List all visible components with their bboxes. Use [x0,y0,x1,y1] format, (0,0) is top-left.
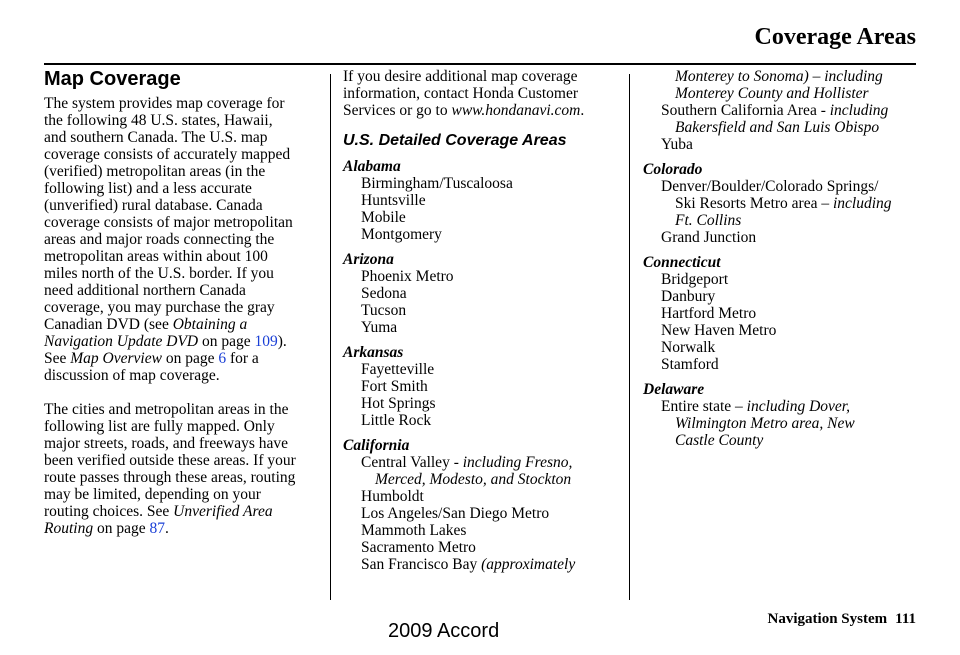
text-run: on page [198,333,255,350]
text-run: Central Valley - [361,454,463,471]
page-number: 111 [895,611,916,627]
text-run-italic: Monterey to Sonoma) – including [675,68,883,85]
city-item: Los Angeles/San Diego Metro [361,505,550,522]
text-line: the following 48 U.S. states, Hawaii, [44,112,273,129]
city-item: Danbury [661,288,716,305]
city-item: Phoenix Metro [361,268,454,285]
text-run: on page [161,350,219,367]
text-line [44,520,319,537]
state-connecticut: Connecticut [643,254,721,271]
text-run: on page [93,520,150,537]
text-line: following list) and a less accurate [44,180,252,197]
text-line [44,316,319,333]
section-heading: Map Coverage [44,68,181,90]
text-line: following list are fully mapped. Only [44,418,275,435]
city-item: Birmingham/Tuscaloosa [361,175,513,192]
city-item-continuation [643,68,923,85]
text-line: major streets, roads, and freeways have [44,435,289,452]
text-line: coverage consists of accurately mapped [44,146,291,163]
text-run-italic: including [832,195,892,212]
city-item: Stamford [661,356,719,373]
text-line: been verified outside these areas. If your [44,452,296,469]
state-arkansas: Arkansas [343,344,404,361]
text-line [343,102,615,119]
text-line: discussion of map coverage. [44,367,220,384]
text-line [44,350,319,367]
page-link-6[interactable]: 6 [218,350,227,367]
city-item: Sacramento Metro [361,539,476,556]
city-item-continuation [643,415,923,432]
city-item: Yuma [361,319,398,336]
text-run: Canadian DVD (see [44,316,173,333]
text-line: The system provides map coverage for [44,95,285,112]
text-run: Entire state – [661,398,747,415]
text-run: Southern California Area - [661,102,830,119]
text-run-italic: Wilmington Metro area, New [675,415,855,432]
city-item: Tucson [361,302,407,319]
text-line: information, contact Honda Customer [343,85,579,102]
city-item: Norwalk [661,339,716,356]
city-item-continuation [643,195,923,212]
text-line: The cities and metropolitan areas in the [44,401,289,418]
text-run: Services or go to [343,102,452,119]
state-arizona: Arizona [343,251,394,268]
city-item: Little Rock [361,412,432,429]
page-footer [768,611,916,628]
text-run-italic: Monterey County and Hollister [675,85,869,102]
text-line: coverage consists of major metropolitan [44,214,293,231]
text-run-italic: including [829,102,889,119]
reference-title: Routing [44,520,94,537]
text-run: routing choices. See [44,503,174,520]
text-run: See [44,350,71,367]
text-line: (unverified) rural database. Canada [44,197,263,214]
reference-title: Map Overview [70,350,162,367]
city-item [343,556,615,573]
text-run: Ski Resorts Metro area – [675,195,833,212]
city-item-continuation [643,432,923,449]
reference-title: Navigation Update DVD [44,333,199,350]
city-item: Humboldt [361,488,424,505]
city-item-continuation [643,212,923,229]
page-link-109[interactable]: 109 [254,333,278,350]
text-line: and southern Canada. The U.S. map [44,129,268,146]
watermark: 2009 Accord [388,620,500,642]
city-item-continuation [343,471,615,488]
column-divider-2 [629,74,630,600]
text-line: (verified) metropolitan areas (in the [44,163,266,180]
text-run-italic: including Fresno, [462,454,573,471]
text-line: metropolitan areas within about 100 [44,248,268,265]
city-item [643,102,923,119]
page-link-87[interactable]: 87 [149,520,165,537]
column-coverage-list-1 [343,68,615,573]
subsection-heading: U.S. Detailed Coverage Areas [343,132,567,149]
reference-title: Unverified Area [173,503,273,520]
city-item [343,454,615,471]
column-map-coverage [44,68,319,537]
city-item: Bridgeport [661,271,729,288]
text-line: need additional northern Canada [44,282,246,299]
text-run-italic: Bakersfield and San Luis Obispo [675,119,880,136]
city-item-continuation [643,85,923,102]
text-run-italic: Castle County [675,432,764,449]
text-line: miles north of the U.S. border. If you [44,265,274,282]
page-title: Coverage Areas [754,24,916,50]
state-alabama: Alabama [343,158,401,175]
paragraph-intro [44,95,319,384]
text-run-italic: Ft. Collins [675,212,742,229]
text-run: ). [277,333,287,350]
paragraph-cities [44,401,319,537]
city-item: Hartford Metro [661,305,757,322]
text-run-italic: (approximately [481,556,576,573]
column-coverage-list-2 [643,68,923,449]
text-line [44,503,319,520]
text-line: areas and major roads connecting the [44,231,275,248]
text-line: route passes through these areas, routing [44,469,296,486]
city-item: New Haven Metro [661,322,777,339]
city-item: Fayetteville [361,361,435,378]
text-run: . [164,520,169,537]
city-item-continuation [643,119,923,136]
state-delaware: Delaware [643,381,705,398]
header-rule [44,63,916,65]
city-item: Denver/Boulder/Colorado Springs/ [661,178,879,195]
state-colorado: Colorado [643,161,703,178]
text-run-italic: including Dover, [746,398,850,415]
reference-title: Obtaining a [172,316,248,333]
text-line: If you desire additional map coverage [343,68,578,85]
city-item: Huntsville [361,192,426,209]
city-item: Hot Springs [361,395,436,412]
footer-label: Navigation System [767,611,888,627]
city-item: Fort Smith [361,378,428,395]
text-line [44,333,319,350]
city-item: Montgomery [361,226,442,243]
website-url: www.hondanavi.com [451,102,581,119]
text-line: may be limited, depending on your [44,486,261,503]
text-run: San Francisco Bay [361,556,482,573]
text-run-italic: Merced, Modesto, and Stockton [375,471,572,488]
city-item: Yuba [661,136,693,153]
text-run: . [580,102,585,119]
city-item: Mobile [361,209,406,226]
state-california: California [343,437,410,454]
column-divider-1 [330,74,331,600]
city-item: Mammoth Lakes [361,522,467,539]
city-item [643,398,923,415]
text-run: for a [226,350,259,367]
city-item: Grand Junction [661,229,757,246]
city-item: Sedona [361,285,407,302]
text-line: coverage, you may purchase the gray [44,299,275,316]
